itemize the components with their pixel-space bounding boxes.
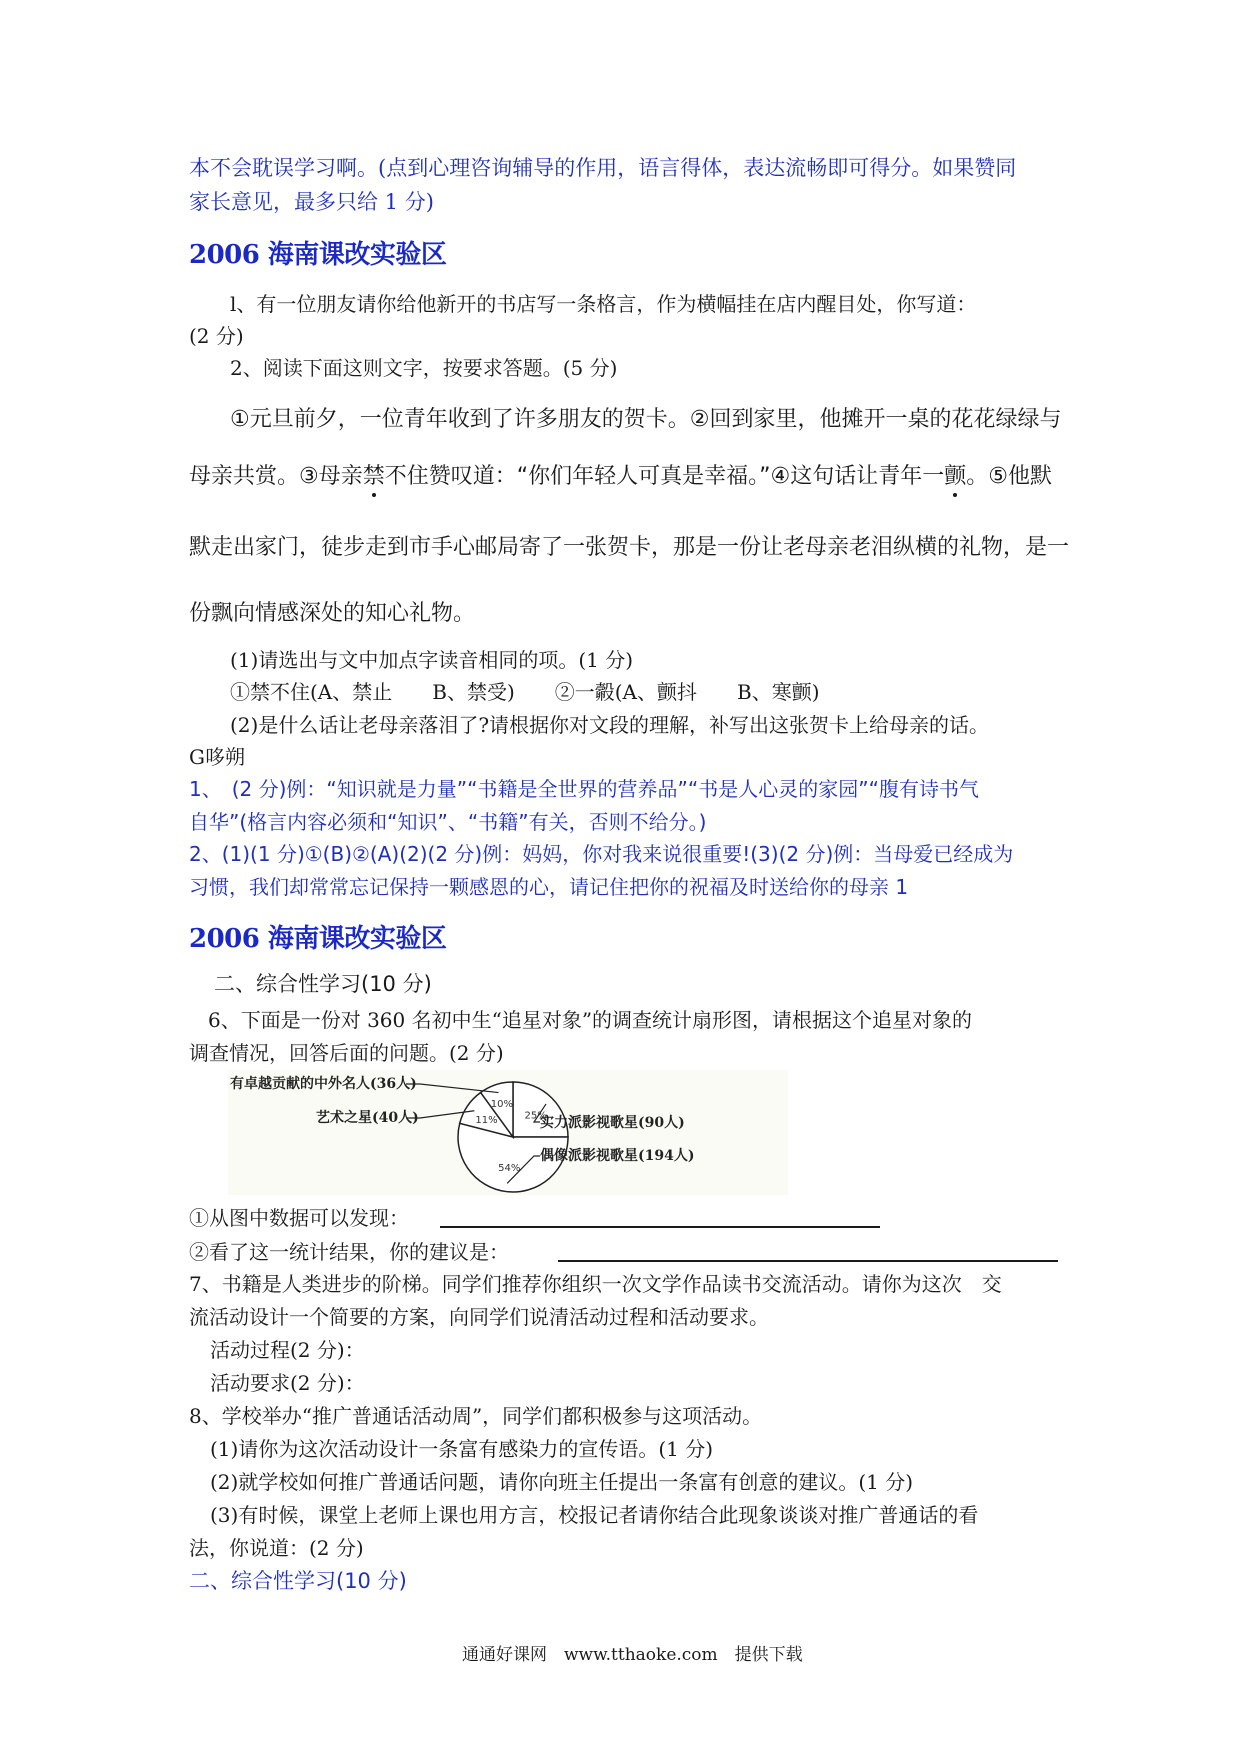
question-7-part-1: 活动过程(2 分)： — [210, 1338, 365, 1362]
passage-text: 母亲共赏。③母亲 — [189, 464, 363, 489]
sub-question-1-options: ①禁不住(A、禁止 B、禁受) ②一㲉(A、颤抖 B、寒颤) — [230, 680, 820, 704]
question-6-text: 6、下面是一份对 360 名初中生“追星对象”的调查统计扇形图，请根据这个追星对象的 — [208, 1008, 973, 1032]
question-1-score: (2 分) — [189, 324, 244, 348]
pie-chart — [228, 1070, 788, 1195]
question-8-part-3: (3)有时候，课堂上老师上课也用方言，校报记者请你结合此现象谈谈对推广普通话的看 — [210, 1503, 979, 1527]
answer-1-line: 1、 (2 分)例：“知识就是力量”“书籍是全世界的营养品”“书是人心灵的家园”“腹有诗书气 — [189, 777, 979, 801]
answer-2-line: 2、(1)(1 分)①(B)②(A)(2)(2 分)例：妈妈，你对我来说很重要!(3)(2 分)例：当母爱已经成为 — [189, 842, 1014, 866]
pie-slice-label: 11% — [475, 1115, 498, 1127]
pie-slice-label: 25% — [524, 1110, 547, 1122]
question-6-part-1: ①从图中数据可以发现： — [189, 1206, 409, 1230]
sub-question-1: (1)请选出与文中加点字读音相同的项。(1 分) — [230, 648, 634, 672]
answer-2-line: 习惯，我们却常常忘记保持一颗感恩的心，请记住把你的祝福及时送给你的母亲 1 — [189, 875, 909, 899]
question-7-part-2: 活动要求(2 分)： — [210, 1371, 365, 1395]
section-title: 二、综合性学习(10 分) — [214, 972, 432, 996]
pie-category-label: 有卓越贡献的中外名人(36人) — [230, 1076, 417, 1092]
question-8-part-1: (1)请你为这次活动设计一条富有感染力的宣传语。(1 分) — [210, 1437, 714, 1461]
passage-line: 默走出家门，徒步走到市手心邮局寄了一张贺卡，那是一份让老母亲老泪纵横的礼物，是一 — [189, 535, 1070, 560]
pie-category-label: 实力派影视歌星(90人) — [540, 1115, 685, 1131]
pie-category-label: 偶像派影视歌星(194人) — [540, 1148, 695, 1164]
question-1-text: l、有一位朋友请你给他新开的书店写一条格言，作为横幅挂在店内醒目处，你写道： — [230, 292, 977, 316]
page-footer: 通通好课网 www.tthaoke.com 提供下载 — [462, 1645, 803, 1665]
answer-text-line: 本不会耽误学习啊。(点到心理咨询辅导的作用，语言得体，表达流畅即可得分。如果赞同 — [189, 156, 1017, 180]
question-6-part-2: ②看了这一统计结果，你的建议是： — [189, 1240, 509, 1264]
passage-line: ①元旦前夕，一位青年收到了许多朋友的贺卡。②回到家里，他摊开一桌的花花绿绿与 — [230, 407, 1062, 432]
question-8-text: 8、学校举办“推广普通话活动周”，同学们都积极参与这项活动。 — [189, 1404, 763, 1428]
passage-line: 份飘向情感深处的知心礼物。 — [189, 601, 476, 626]
dotted-character: 颤 — [944, 464, 967, 489]
answer-blank-line[interactable] — [440, 1226, 880, 1228]
passage-line — [189, 459, 1052, 490]
question-7-text: 流活动设计一个简要的方案，向同学们说清活动过程和活动要求。 — [189, 1305, 769, 1329]
answer-1-line: 自华”(格言内容必须和“知识”、“书籍”有关，否则不给分。) — [189, 810, 707, 834]
dotted-character: 禁 — [362, 464, 385, 489]
pie-category-label: 艺术之星(40人) — [316, 1110, 419, 1126]
sub-question-2: (2)是什么话让老母亲落泪了?请根据你对文段的理解，补写出这张贺卡上给母亲的话。 — [230, 713, 990, 737]
answer-text-line: 家长意见，最多只给 1 分) — [189, 190, 434, 214]
pie-slice-label: 10% — [490, 1098, 513, 1110]
passage-text: 不住赞叹道：“你们年轻人可真是幸福。”④这句话让青年一 — [384, 464, 945, 489]
question-7-text: 7、书籍是人类进步的阶梯。同学们推荐你组织一次文学作品读书交流活动。请你为这次 交 — [189, 1272, 1002, 1296]
section-heading: 2006 海南课改实验区 — [189, 924, 447, 954]
question-8-part-3: 法，你说道：(2 分) — [189, 1536, 364, 1560]
question-2-text: 2、阅读下面这则文字，按要求答题。(5 分) — [230, 356, 618, 380]
answer-section-title: 二、综合性学习(10 分) — [189, 1569, 407, 1593]
question-6-text: 调查情况，回答后面的问题。(2 分) — [189, 1041, 504, 1065]
sub-question-2-tail: G哆朔 — [189, 745, 245, 769]
question-8-part-2: (2)就学校如何推广普通话问题，请你向班主任提出一条富有创意的建议。(1 分) — [210, 1470, 914, 1494]
pie-slice-label: 54% — [498, 1162, 521, 1174]
passage-text: 。⑤他默 — [966, 464, 1053, 489]
answer-blank-line[interactable] — [558, 1260, 1058, 1262]
section-heading: 2006 海南课改实验区 — [189, 240, 447, 270]
